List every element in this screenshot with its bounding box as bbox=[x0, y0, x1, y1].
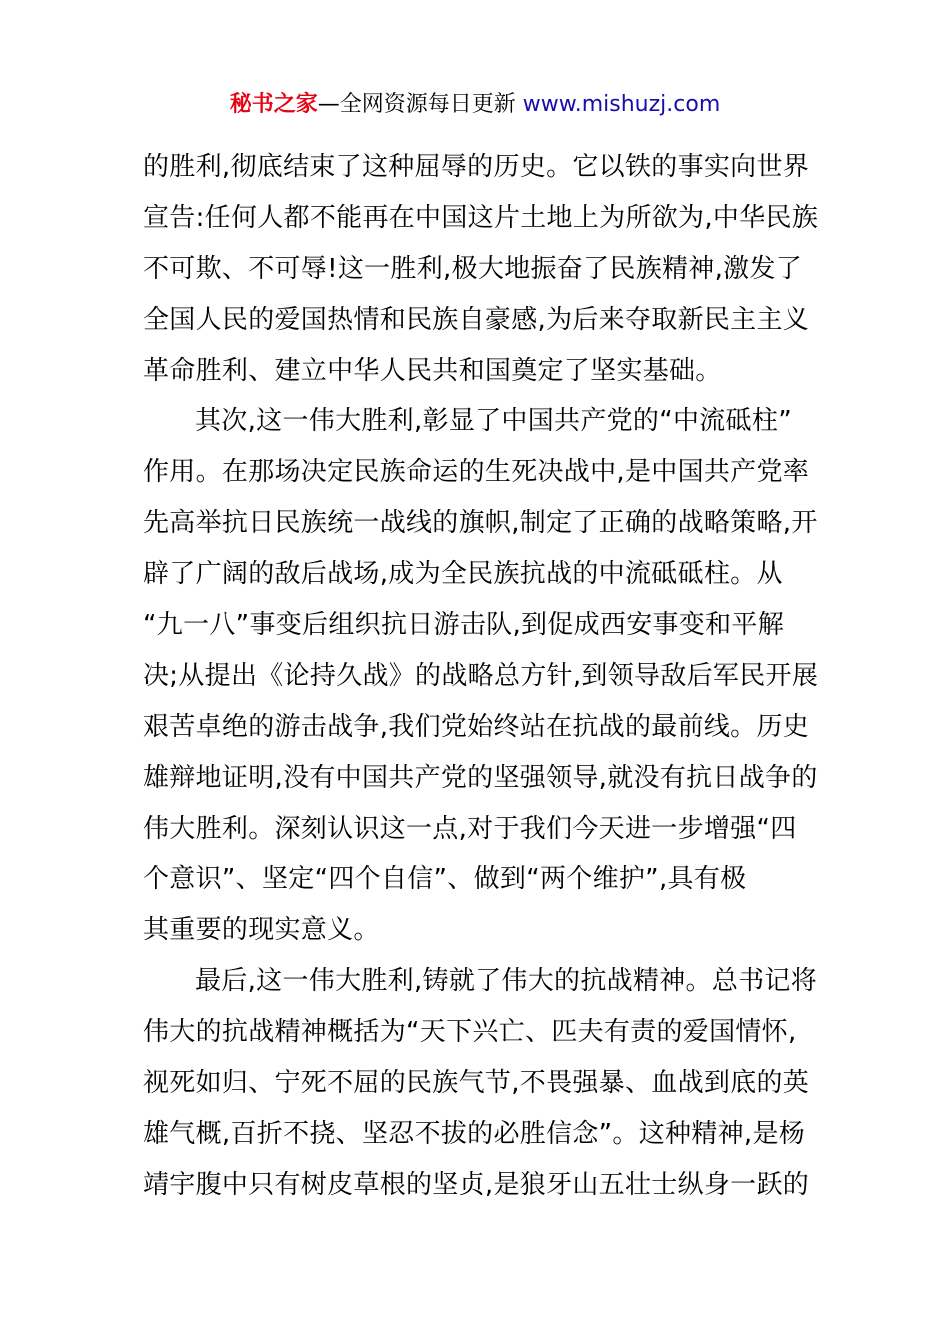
text-line: 伟大胜利。深刻认识这一点,对于我们今天进一步增强“四 bbox=[143, 813, 797, 844]
text-line: 作用。在那场决定民族命运的生死决战中,是中国共产党率 bbox=[143, 457, 810, 488]
text-line: 雄气概,百折不挠、坚忍不拔的必胜信念”。这种精神,是杨 bbox=[143, 1118, 806, 1149]
text-line: 辟了广阔的敌后战场,成为全民族抗战的中流砥砥柱。从 bbox=[143, 559, 783, 590]
document-body bbox=[143, 142, 819, 1211]
text-line: 伟大的抗战精神概括为“天下兴亡、匹夫有责的爱国情怀, bbox=[143, 1017, 797, 1048]
text-line: 不可欺、不可辱!这一胜利,极大地振奋了民族精神,激发了 bbox=[143, 253, 803, 284]
text-line: 先高举抗日民族统一战线的旗帜,制定了正确的战略策略,开 bbox=[143, 508, 818, 539]
text-line: 革命胜利、建立中华人民共和国奠定了坚实基础。 bbox=[143, 355, 722, 386]
text-line: 艰苦卓绝的游击战争,我们党始终站在抗战的最前线。历史 bbox=[143, 711, 810, 742]
text-line: 决;从提出《论持久战》的战略总方针,到领导敌后军民开展 bbox=[143, 660, 819, 691]
text-line: 其重要的现实意义。 bbox=[143, 915, 380, 946]
text-line: 个意识”、坚定“四个自信”、做到“两个维护”,具有极 bbox=[143, 864, 747, 895]
text-line: 最后,这一伟大胜利,铸就了伟大的抗战精神。总书记将 bbox=[195, 966, 818, 997]
text-line: 全国人民的爱国热情和民族自豪感,为后来夺取新民主主义 bbox=[143, 304, 810, 335]
text-line: “九一八”事变后组织抗日游击队,到促成西安事变和平解 bbox=[143, 610, 785, 641]
page-header bbox=[0, 88, 950, 122]
text-line: 其次,这一伟大胜利,彰显了中国共产党的“中流砥柱” bbox=[195, 406, 792, 437]
text-line: 靖宇腹中只有树皮草根的坚贞,是狼牙山五壮士纵身一跃的 bbox=[143, 1169, 810, 1200]
header-brand: 秘书之家 bbox=[229, 92, 318, 117]
text-line: 视死如归、宁死不屈的民族气节,不畏强暴、血战到底的英 bbox=[143, 1068, 810, 1099]
text-line: 宣告:任何人都不能再在中国这片土地上为所欲为,中华民族 bbox=[143, 202, 819, 233]
text-line: 的胜利,彻底结束了这种屈辱的历史。它以铁的事实向世界 bbox=[143, 152, 810, 182]
text-line: 雄辩地证明,没有中国共产党的坚强领导,就没有抗日战争的 bbox=[143, 762, 818, 793]
header-url-link[interactable]: www.mishuzj.com bbox=[522, 92, 721, 117]
header-tagline: —全网资源每日更新 bbox=[317, 92, 523, 117]
